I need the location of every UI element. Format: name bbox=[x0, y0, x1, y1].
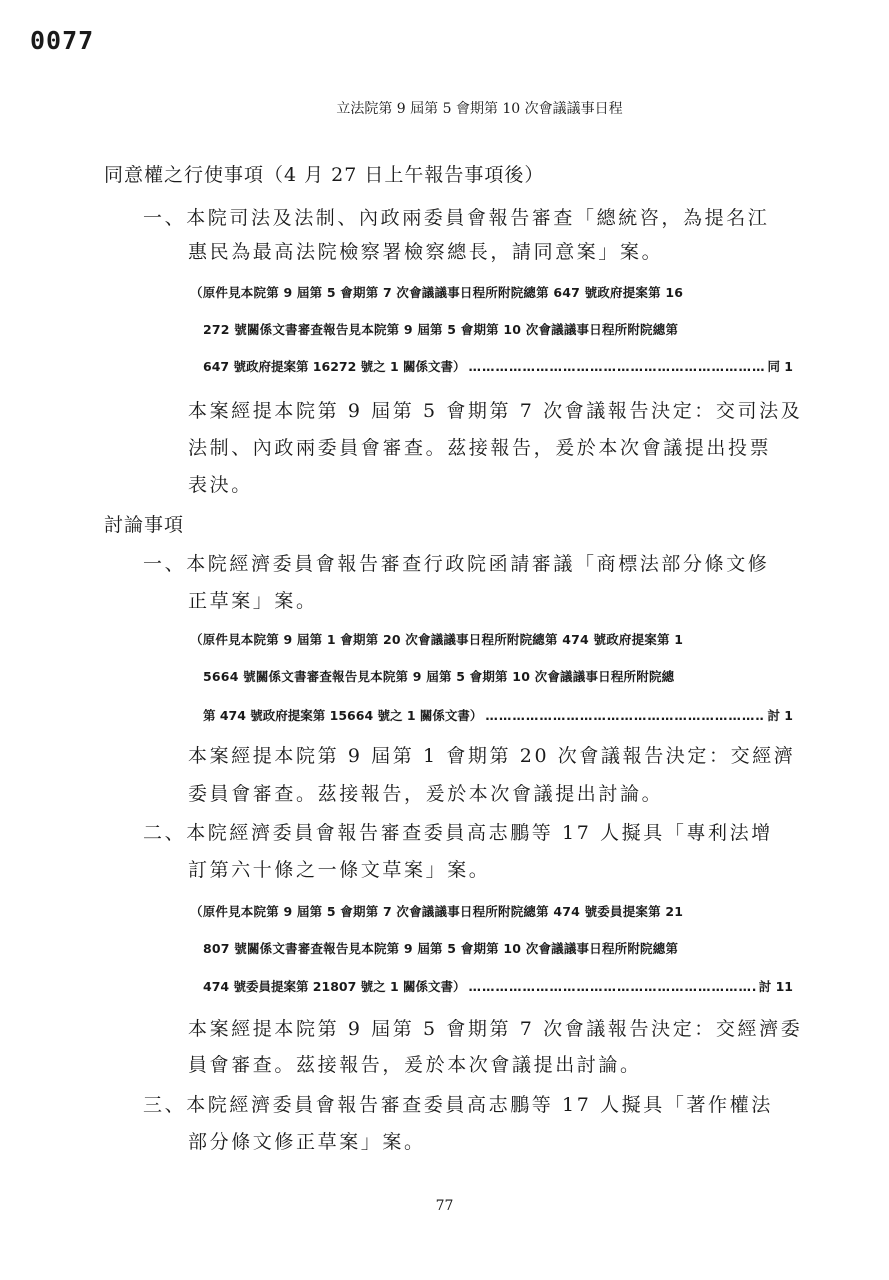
discussion-item2-ref-line2: 807 號關係文書審查報告見本院第 9 屆第 5 會期第 10 次會議議事日程所附院總第 bbox=[203, 941, 679, 956]
consent-item1-decision-line1: 本案經提本院第 9 屆第 5 會期第 7 次會議報告決定：交司法及 bbox=[188, 400, 803, 422]
discussion-item1-line2: 正草案」案。 bbox=[188, 590, 318, 612]
discussion-item1-decision-line2: 委員會審查。茲接報告，爰於本次會議提出討論。 bbox=[188, 783, 664, 805]
dot-leader bbox=[485, 708, 764, 723]
page-number: 77 bbox=[435, 1198, 454, 1214]
consent-item1-ref-line2: 272 號關係文書審查報告見本院第 9 屆第 5 會期第 10 次會議議事日程所附院總第 bbox=[203, 322, 679, 337]
consent-item1-line1: 一、本院司法及法制、內政兩委員會報告審查「總統咨，為提名江 bbox=[143, 207, 770, 229]
discussion-item2-decision-line1: 本案經提本院第 9 屆第 5 會期第 7 次會議報告決定：交經濟委 bbox=[188, 1018, 803, 1040]
discussion-item2-line1: 二、本院經濟委員會報告審查委員高志鵬等 17 人擬具「專利法增 bbox=[143, 822, 773, 844]
consent-item1-ref-line3 bbox=[203, 357, 793, 375]
ref-page-number: 討 11 bbox=[758, 979, 793, 994]
ref-text: 474 號委員提案第 21807 號之 1 關係文書） bbox=[203, 979, 466, 994]
discussion-item3-line2: 部分條文修正草案」案。 bbox=[188, 1131, 426, 1153]
ref-text: 第 474 號政府提案第 15664 號之 1 關係文書） bbox=[203, 708, 483, 723]
discussion-item2-ref-line1: （原件見本院第 9 屆第 5 會期第 7 次會議議事日程所附院總第 474 號委員提案第 21 bbox=[190, 904, 684, 919]
discussion-item1-ref-line3 bbox=[203, 706, 793, 724]
dot-leader bbox=[469, 359, 765, 374]
ref-page-number: 討 1 bbox=[767, 708, 793, 723]
discussion-item1-decision-line1: 本案經提本院第 9 屆第 1 會期第 20 次會議報告決定：交經濟 bbox=[188, 745, 796, 767]
discussion-section-heading: 討論事項 bbox=[104, 514, 185, 536]
consent-section-heading: 同意權之行使事項（4 月 27 日上午報告事項後） bbox=[104, 164, 545, 186]
consent-item1-line2: 惠民為最高法院檢察署檢察總長，請同意案」案。 bbox=[188, 241, 664, 263]
page-id-stamp: 0077 bbox=[30, 26, 95, 55]
consent-item1-decision-line3: 表決。 bbox=[188, 474, 253, 496]
discussion-item2-decision-line2: 員會審查。茲接報告，爰於本次會議提出討論。 bbox=[188, 1054, 642, 1076]
consent-item1-decision-line2: 法制、內政兩委員會審查。茲接報告，爰於本次會議提出投票 bbox=[188, 437, 772, 459]
consent-item1-ref-line1: （原件見本院第 9 屆第 5 會期第 7 次會議議事日程所附院總第 647 號政府提案第 16 bbox=[190, 285, 684, 300]
discussion-item3-line1: 三、本院經濟委員會報告審查委員高志鵬等 17 人擬具「著作權法 bbox=[143, 1094, 773, 1116]
ref-page-number: 同 1 bbox=[767, 359, 793, 374]
dot-leader bbox=[469, 979, 756, 994]
discussion-item1-ref-line1: （原件見本院第 9 屆第 1 會期第 20 次會議議事日程所附院總第 474 號政府提案第 1 bbox=[190, 632, 684, 647]
discussion-item1-ref-line2: 5664 號關係文書審查報告見本院第 9 屆第 5 會期第 10 次會議議事日程所附院總 bbox=[203, 669, 675, 684]
discussion-item2-ref-line3 bbox=[203, 977, 793, 995]
running-head: 立法院第 9 屆第 5 會期第 10 次會議議事日程 bbox=[336, 101, 623, 117]
discussion-item1-line1: 一、本院經濟委員會報告審查行政院函請審議「商標法部分條文修 bbox=[143, 553, 770, 575]
discussion-item2-line2: 訂第六十條之一條文草案」案。 bbox=[188, 859, 491, 881]
ref-text: 647 號政府提案第 16272 號之 1 關係文書） bbox=[203, 359, 466, 374]
